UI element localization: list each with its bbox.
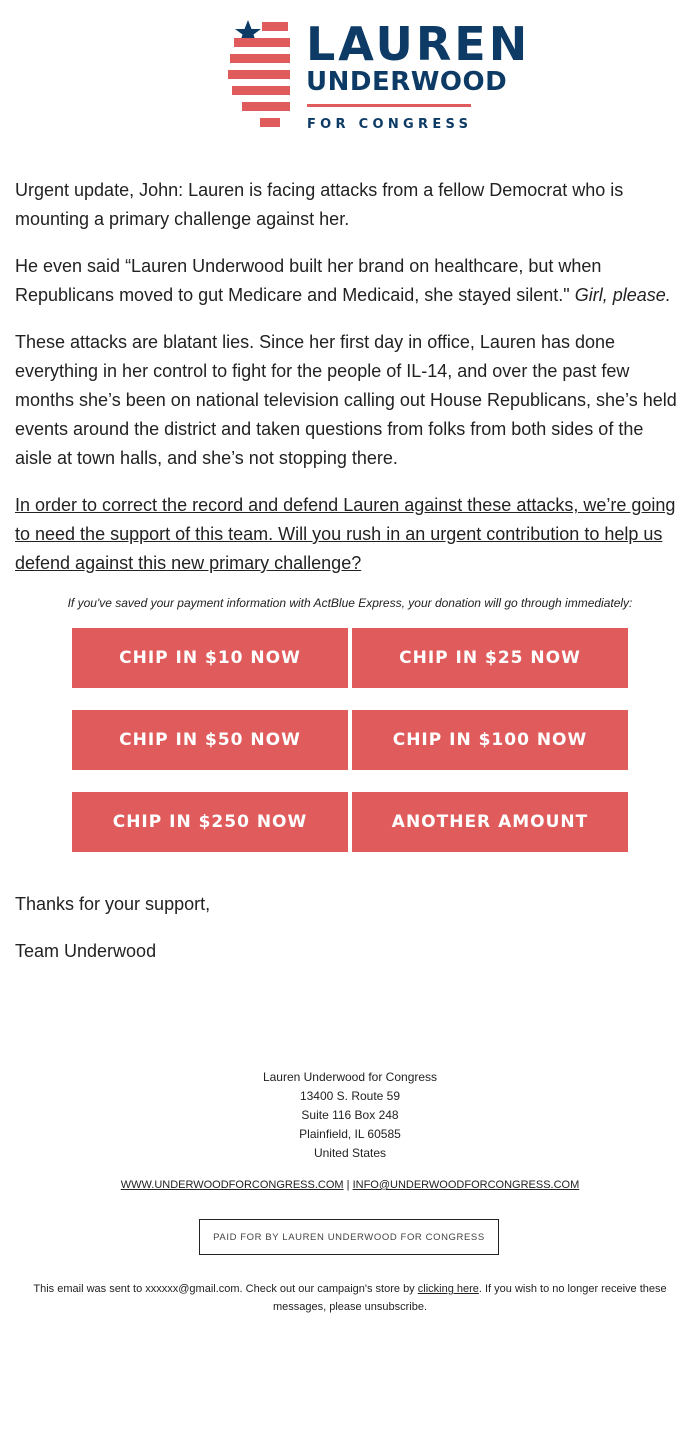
button-row <box>72 710 628 770</box>
footer-disclaimer <box>25 1280 675 1316</box>
disclaimer-text: This email was sent to xxxxxx@gmail.com. Check out our campaign's store by <box>33 1283 418 1295</box>
address-line: United States <box>313 1146 387 1160</box>
logo-stripe <box>260 118 280 127</box>
another-amount-button[interactable]: ANOTHER AMOUNT <box>352 792 628 852</box>
logo-stripe <box>234 38 290 47</box>
chip-in-50-button[interactable]: CHIP IN $50 NOW <box>72 710 348 770</box>
footer-address <box>0 1068 700 1163</box>
paragraph-intro: Urgent update, John: Lauren is facing attacks from a fellow Democrat who is mounting a primary challenge against her. <box>15 180 624 229</box>
illinois-flag-icon <box>226 16 296 136</box>
email-body <box>15 176 685 596</box>
chip-in-10-button[interactable]: CHIP IN $10 NOW <box>72 628 348 688</box>
logo-stripe <box>230 54 290 63</box>
chip-in-250-button[interactable]: CHIP IN $250 NOW <box>72 792 348 852</box>
paid-for-text: PAID FOR BY LAUREN UNDERWOOD FOR CONGRESS <box>213 1231 485 1243</box>
paid-for-box <box>199 1219 499 1255</box>
link-separator: | <box>346 1179 350 1191</box>
address-line: 13400 S. Route 59 <box>299 1089 401 1103</box>
logo-tagline: FOR CONGRESS <box>307 117 473 132</box>
quote-text: He even said “Lauren Underwood built her brand on healthcare, but when Republicans moved to gut Medicare and Medicaid, she stayed silent." <box>15 256 602 305</box>
signoff <box>15 890 685 984</box>
logo-stripe <box>232 86 290 95</box>
campaign-logo <box>226 16 531 136</box>
logo-stripe <box>228 70 290 79</box>
logo-last-name: UNDERWOOD <box>306 67 508 97</box>
disclaimer-text: . If you wish to no longer receive these messages, please unsubscribe. <box>272 1283 667 1313</box>
address-line: Lauren Underwood for Congress <box>262 1070 438 1084</box>
paragraph-rebuttal: These attacks are blatant lies. Since her first day in office, Lauren has done everything in her control to fight for the people of IL-14, and over the past few months she’s been on national television calling out House Republicans, she’s held events around the district and taken questions from folks from both sides of the aisle at town halls, and she’s not stopping there. <box>15 332 677 468</box>
email-link[interactable]: INFO@UNDERWOODFORCONGRESS.COM <box>352 1179 580 1191</box>
button-row <box>72 628 628 688</box>
actblue-note: If you've saved your payment information with ActBlue Express, your donation will go through immediately: <box>67 596 633 610</box>
chip-in-25-button[interactable]: CHIP IN $25 NOW <box>352 628 628 688</box>
button-row <box>72 792 628 852</box>
footer-links <box>0 1179 700 1191</box>
signoff-team: Team Underwood <box>15 941 157 961</box>
paragraph-cta <box>15 491 685 578</box>
address-line: Plainfield, IL 60585 <box>299 1127 401 1141</box>
signoff-thanks: Thanks for your support, <box>15 894 211 914</box>
chip-in-100-button[interactable]: CHIP IN $100 NOW <box>352 710 628 770</box>
address-line: Suite 116 Box 248 <box>301 1108 399 1122</box>
website-link[interactable]: WWW.UNDERWOODFORCONGRESS.COM <box>120 1179 344 1191</box>
paragraph-quote <box>15 252 685 310</box>
logo-stripe <box>242 102 290 111</box>
quote-reaction: Girl, please. <box>574 285 671 305</box>
logo-first-name: LAUREN <box>306 17 531 71</box>
store-link[interactable]: clicking here <box>417 1283 479 1295</box>
cta-link[interactable]: In order to correct the record and defend Lauren against these attacks, we’re going to need the support of this team. Will you rush in an urgent contribution to help us defend against this new primary challenge? <box>15 495 676 573</box>
logo-divider <box>307 104 471 107</box>
donation-buttons <box>72 628 628 874</box>
logo-stripe <box>262 22 288 31</box>
